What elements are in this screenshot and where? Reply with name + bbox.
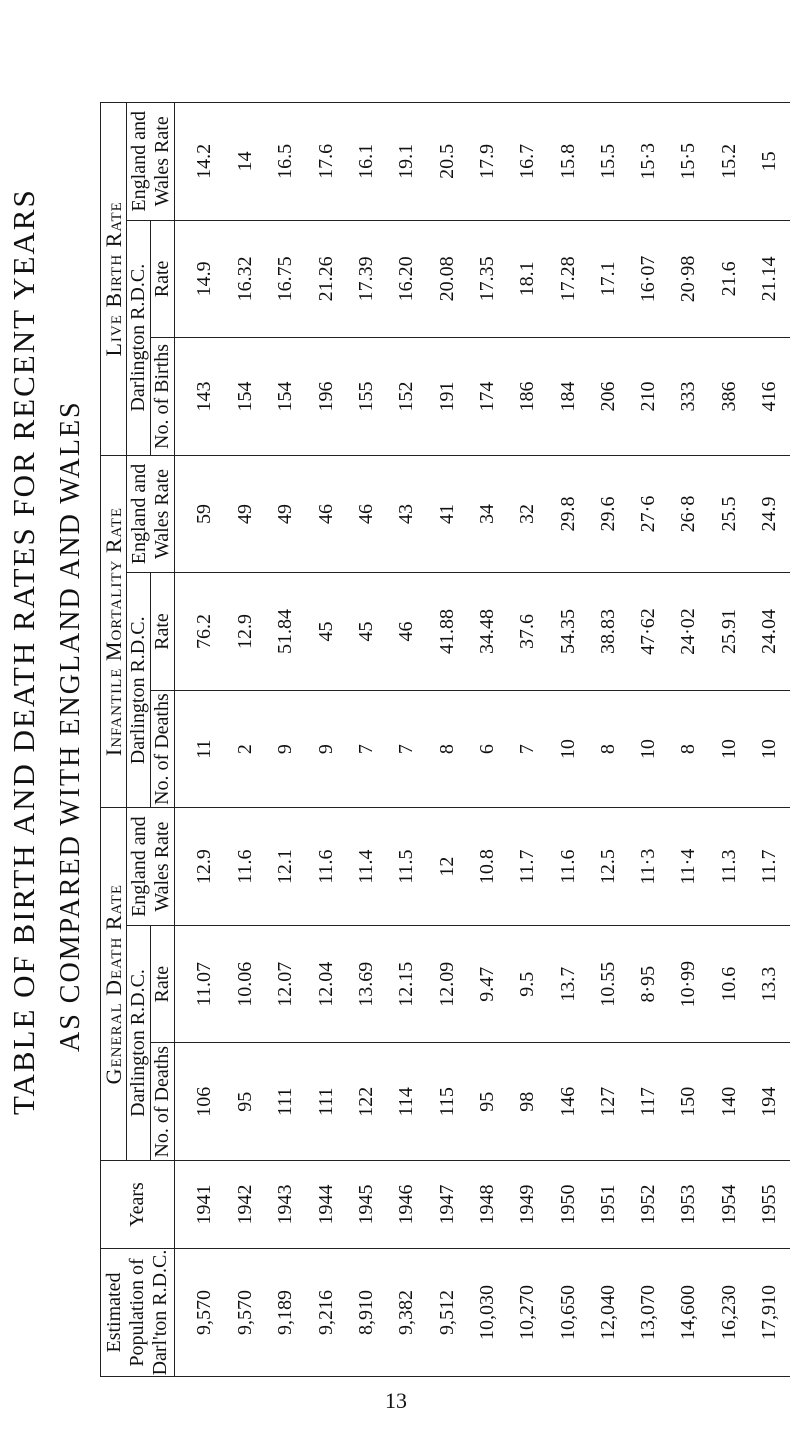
cell-gd-ew-rate: 10.8 xyxy=(467,808,507,926)
cell-year: 1949 xyxy=(508,1161,548,1249)
cell-im-rate: 76.2 xyxy=(175,573,225,691)
cell-gd-ew-rate: 11.4 xyxy=(346,808,386,926)
cell-year: 1942 xyxy=(225,1161,265,1249)
cell-gd-deaths: 194 xyxy=(749,1043,790,1161)
header-gd-rate: Rate xyxy=(151,925,175,1043)
cell-im-rate: 54.35 xyxy=(548,573,588,691)
cell-gd-deaths: 146 xyxy=(548,1043,588,1161)
cell-lb-rate: 17.35 xyxy=(467,220,507,338)
cell-gd-rate: 10·99 xyxy=(669,925,709,1043)
cell-gd-ew-rate: 11.3 xyxy=(709,808,749,926)
cell-gd-rate: 9.47 xyxy=(467,925,507,1043)
cell-gd-ew-rate: 12.9 xyxy=(175,808,225,926)
cell-gd-deaths: 95 xyxy=(225,1043,265,1161)
cell-gd-ew-rate: 11·4 xyxy=(669,808,709,926)
cell-year: 1951 xyxy=(588,1161,628,1249)
cell-im-deaths: 10 xyxy=(548,690,588,808)
cell-im-rate: 46 xyxy=(387,573,427,691)
cell-lb-ew-rate: 20.5 xyxy=(427,103,467,221)
cell-im-deaths: 9 xyxy=(306,690,346,808)
cell-gd-deaths: 111 xyxy=(306,1043,346,1161)
cell-gd-deaths: 117 xyxy=(629,1043,669,1161)
cell-lb-ew-rate: 15 xyxy=(749,103,790,221)
header-im-no-of-deaths: No. of Deaths xyxy=(151,690,175,808)
cell-gd-deaths: 106 xyxy=(175,1043,225,1161)
cell-population: 8,910 xyxy=(346,1249,386,1377)
cell-im-rate: 34.48 xyxy=(467,573,507,691)
cell-lb-ew-rate: 17.9 xyxy=(467,103,507,221)
cell-im-ew-rate: 34 xyxy=(467,455,507,573)
cell-lb-ew-rate: 15.2 xyxy=(709,103,749,221)
cell-lb-births: 154 xyxy=(266,338,306,456)
cell-lb-ew-rate: 15·3 xyxy=(629,103,669,221)
cell-lb-rate: 16.32 xyxy=(225,220,265,338)
cell-im-deaths: 7 xyxy=(346,690,386,808)
header-lb-rate: Rate xyxy=(151,220,175,338)
cell-gd-rate: 9.5 xyxy=(508,925,548,1043)
cell-lb-ew-rate: 16.5 xyxy=(266,103,306,221)
cell-population: 14,600 xyxy=(669,1249,709,1377)
cell-im-deaths: 10 xyxy=(709,690,749,808)
cell-gd-ew-rate: 12.5 xyxy=(588,808,628,926)
cell-year: 1952 xyxy=(629,1161,669,1249)
cell-im-ew-rate: 41 xyxy=(427,455,467,573)
cell-im-rate: 45 xyxy=(346,573,386,691)
cell-year: 1954 xyxy=(709,1161,749,1249)
cell-population: 9,382 xyxy=(387,1249,427,1377)
cell-gd-ew-rate: 12 xyxy=(427,808,467,926)
cell-population: 13,070 xyxy=(629,1249,669,1377)
table-row xyxy=(175,103,225,1377)
header-population: Estimated Population of Darl'ton R.D.C. xyxy=(101,1249,175,1377)
cell-lb-rate: 17.39 xyxy=(346,220,386,338)
cell-lb-births: 191 xyxy=(427,338,467,456)
cell-im-rate: 38.83 xyxy=(588,573,628,691)
cell-lb-ew-rate: 14.2 xyxy=(175,103,225,221)
cell-lb-ew-rate: 15·5 xyxy=(669,103,709,221)
cell-gd-rate: 8·95 xyxy=(629,925,669,1043)
header-general-death-rate: General Death Rate xyxy=(101,808,127,1161)
table-row xyxy=(266,103,306,1377)
cell-gd-rate: 12.07 xyxy=(266,925,306,1043)
cell-gd-rate: 10.55 xyxy=(588,925,628,1043)
table-row xyxy=(346,103,386,1377)
table-row xyxy=(225,103,265,1377)
cell-lb-births: 206 xyxy=(588,338,628,456)
cell-im-ew-rate: 24.9 xyxy=(749,455,790,573)
cell-lb-births: 210 xyxy=(629,338,669,456)
table-row xyxy=(709,103,749,1377)
cell-im-ew-rate: 29.8 xyxy=(548,455,588,573)
cell-lb-rate: 17.28 xyxy=(548,220,588,338)
cell-lb-births: 155 xyxy=(346,338,386,456)
table-row xyxy=(387,103,427,1377)
header-live-birth-rate: Live Birth Rate xyxy=(101,103,127,456)
cell-lb-ew-rate: 15.8 xyxy=(548,103,588,221)
cell-gd-ew-rate: 11.6 xyxy=(548,808,588,926)
cell-im-deaths: 2 xyxy=(225,690,265,808)
cell-lb-ew-rate: 15.5 xyxy=(588,103,628,221)
page-title xyxy=(0,0,86,1115)
cell-population: 16,230 xyxy=(709,1249,749,1377)
header-lb-no-of-births: No. of Births xyxy=(151,338,175,456)
cell-lb-births: 333 xyxy=(669,338,709,456)
cell-im-rate: 41.88 xyxy=(427,573,467,691)
cell-im-ew-rate: 29.6 xyxy=(588,455,628,573)
cell-lb-rate: 16·07 xyxy=(629,220,669,338)
cell-population: 9,189 xyxy=(266,1249,306,1377)
cell-im-ew-rate: 49 xyxy=(225,455,265,573)
cell-lb-births: 186 xyxy=(508,338,548,456)
page-number: 13 xyxy=(385,1388,407,1413)
cell-gd-deaths: 111 xyxy=(266,1043,306,1161)
cell-im-rate: 51.84 xyxy=(266,573,306,691)
table-row xyxy=(427,103,467,1377)
cell-gd-deaths: 115 xyxy=(427,1043,467,1161)
cell-lb-ew-rate: 16.1 xyxy=(346,103,386,221)
cell-im-rate: 24·02 xyxy=(669,573,709,691)
cell-population: 12,040 xyxy=(588,1249,628,1377)
cell-gd-deaths: 127 xyxy=(588,1043,628,1161)
cell-im-rate: 45 xyxy=(306,573,346,691)
cell-gd-rate: 12.15 xyxy=(387,925,427,1043)
cell-lb-ew-rate: 14 xyxy=(225,103,265,221)
header-gd-darlington: Darlington R.D.C. xyxy=(127,925,151,1160)
cell-im-deaths: 10 xyxy=(749,690,790,808)
cell-im-deaths: 11 xyxy=(175,690,225,808)
cell-lb-births: 154 xyxy=(225,338,265,456)
cell-lb-births: 386 xyxy=(709,338,749,456)
cell-population: 9,570 xyxy=(225,1249,265,1377)
header-gd-no-of-deaths: No. of Deaths xyxy=(151,1043,175,1161)
cell-gd-deaths: 95 xyxy=(467,1043,507,1161)
cell-lb-births: 416 xyxy=(749,338,790,456)
table-body xyxy=(175,103,790,1377)
rates-table xyxy=(100,102,790,1377)
cell-im-rate: 12.9 xyxy=(225,573,265,691)
cell-lb-rate: 16.75 xyxy=(266,220,306,338)
cell-im-ew-rate: 43 xyxy=(387,455,427,573)
cell-gd-rate: 11.07 xyxy=(175,925,225,1043)
cell-im-ew-rate: 26·8 xyxy=(669,455,709,573)
cell-year: 1943 xyxy=(266,1161,306,1249)
cell-lb-rate: 21.14 xyxy=(749,220,790,338)
cell-gd-ew-rate: 11·3 xyxy=(629,808,669,926)
cell-gd-deaths: 140 xyxy=(709,1043,749,1161)
cell-lb-births: 143 xyxy=(175,338,225,456)
cell-im-rate: 37.6 xyxy=(508,573,548,691)
cell-gd-rate: 13.7 xyxy=(548,925,588,1043)
cell-population: 9,216 xyxy=(306,1249,346,1377)
cell-year: 1950 xyxy=(548,1161,588,1249)
cell-lb-births: 196 xyxy=(306,338,346,456)
cell-population: 9,570 xyxy=(175,1249,225,1377)
cell-population: 10,270 xyxy=(508,1249,548,1377)
header-gd-england-wales: England and Wales Rate xyxy=(127,808,175,926)
cell-im-ew-rate: 27·6 xyxy=(629,455,669,573)
table-row xyxy=(669,103,709,1377)
cell-year: 1946 xyxy=(387,1161,427,1249)
cell-im-rate: 47·62 xyxy=(629,573,669,691)
cell-year: 1945 xyxy=(346,1161,386,1249)
cell-lb-ew-rate: 16.7 xyxy=(508,103,548,221)
cell-gd-rate: 10.6 xyxy=(709,925,749,1043)
rates-table-container xyxy=(100,102,790,1377)
cell-gd-deaths: 98 xyxy=(508,1043,548,1161)
table-row xyxy=(508,103,548,1377)
title-line-1: TABLE OF BIRTH AND DEATH RATES FOR RECENT YEARS xyxy=(6,188,41,1115)
title-line-2: AS COMPARED WITH ENGLAND AND WALES xyxy=(55,400,86,1052)
cell-gd-deaths: 150 xyxy=(669,1043,709,1161)
cell-lb-births: 152 xyxy=(387,338,427,456)
cell-im-rate: 24.04 xyxy=(749,573,790,691)
cell-gd-rate: 10.06 xyxy=(225,925,265,1043)
cell-lb-rate: 18.1 xyxy=(508,220,548,338)
cell-gd-ew-rate: 11.6 xyxy=(306,808,346,926)
cell-year: 1944 xyxy=(306,1161,346,1249)
cell-im-rate: 25.91 xyxy=(709,573,749,691)
table-row xyxy=(588,103,628,1377)
cell-year: 1947 xyxy=(427,1161,467,1249)
cell-gd-rate: 13.69 xyxy=(346,925,386,1043)
cell-im-deaths: 7 xyxy=(387,690,427,808)
cell-lb-ew-rate: 19.1 xyxy=(387,103,427,221)
cell-gd-rate: 12.09 xyxy=(427,925,467,1043)
header-infantile-mortality-rate: Infantile Mortality Rate xyxy=(101,455,127,808)
cell-im-ew-rate: 46 xyxy=(346,455,386,573)
cell-population: 10,030 xyxy=(467,1249,507,1377)
cell-im-deaths: 10 xyxy=(629,690,669,808)
cell-year: 1948 xyxy=(467,1161,507,1249)
cell-gd-ew-rate: 11.7 xyxy=(749,808,790,926)
cell-im-deaths: 8 xyxy=(669,690,709,808)
cell-lb-births: 174 xyxy=(467,338,507,456)
cell-gd-ew-rate: 12.1 xyxy=(266,808,306,926)
cell-gd-rate: 12.04 xyxy=(306,925,346,1043)
cell-im-ew-rate: 32 xyxy=(508,455,548,573)
cell-population: 10,650 xyxy=(548,1249,588,1377)
cell-gd-deaths: 114 xyxy=(387,1043,427,1161)
header-years: Years xyxy=(101,1161,175,1249)
cell-lb-rate: 20·98 xyxy=(669,220,709,338)
cell-gd-ew-rate: 11.5 xyxy=(387,808,427,926)
cell-gd-ew-rate: 11.6 xyxy=(225,808,265,926)
table-row xyxy=(467,103,507,1377)
header-im-england-wales: England and Wales Rate xyxy=(127,455,175,573)
table-row xyxy=(749,103,790,1377)
cell-im-deaths: 6 xyxy=(467,690,507,808)
cell-lb-rate: 14.9 xyxy=(175,220,225,338)
cell-lb-rate: 20.08 xyxy=(427,220,467,338)
header-lb-england-wales: England and Wales Rate xyxy=(127,103,175,221)
cell-population: 17,910 xyxy=(749,1249,790,1377)
cell-im-ew-rate: 46 xyxy=(306,455,346,573)
header-lb-darlington: Darlington R.D.C. xyxy=(127,220,151,455)
cell-lb-rate: 16.20 xyxy=(387,220,427,338)
cell-lb-births: 184 xyxy=(548,338,588,456)
table-row xyxy=(548,103,588,1377)
header-im-darlington: Darlington R.D.C. xyxy=(127,573,151,808)
cell-im-ew-rate: 59 xyxy=(175,455,225,573)
cell-lb-rate: 17.1 xyxy=(588,220,628,338)
table-row xyxy=(306,103,346,1377)
cell-im-deaths: 8 xyxy=(427,690,467,808)
cell-lb-ew-rate: 17.6 xyxy=(306,103,346,221)
cell-lb-rate: 21.6 xyxy=(709,220,749,338)
cell-gd-rate: 13.3 xyxy=(749,925,790,1043)
cell-gd-deaths: 122 xyxy=(346,1043,386,1161)
header-im-rate: Rate xyxy=(151,573,175,691)
cell-year: 1955 xyxy=(749,1161,790,1249)
cell-im-ew-rate: 25.5 xyxy=(709,455,749,573)
cell-im-ew-rate: 49 xyxy=(266,455,306,573)
cell-lb-rate: 21.26 xyxy=(306,220,346,338)
cell-im-deaths: 8 xyxy=(588,690,628,808)
cell-im-deaths: 9 xyxy=(266,690,306,808)
cell-population: 9,512 xyxy=(427,1249,467,1377)
cell-year: 1941 xyxy=(175,1161,225,1249)
cell-year: 1953 xyxy=(669,1161,709,1249)
table-row xyxy=(629,103,669,1377)
cell-gd-ew-rate: 11.7 xyxy=(508,808,548,926)
cell-im-deaths: 7 xyxy=(508,690,548,808)
